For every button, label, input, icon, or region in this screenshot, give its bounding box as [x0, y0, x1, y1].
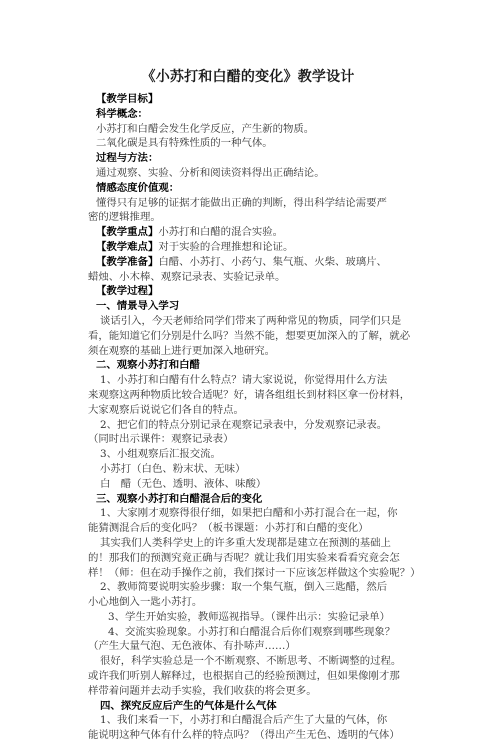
- text-line: 大家观察后说说它们各自的特点。: [88, 403, 244, 416]
- text-line: 1、我们来看一下，小苏打和白醋混合后产生了大量的气体，你: [100, 714, 388, 727]
- text-line: 3、学生开始实验，教师巡视指导。（课件出示：实验记录单）: [108, 610, 390, 623]
- text-line: 看，能知道它们分别是什么吗？当然不能，想要更加深入的了解，就必: [88, 329, 411, 342]
- text-line: 情感态度价值观：: [96, 181, 180, 194]
- text-line: 很好，科学实验总是一个不断观察、不断思考、不断调整的过程。: [100, 655, 402, 668]
- text-line: 三、观察小苏打和白醋混合后的变化: [96, 492, 263, 505]
- text-line: 小苏打（白色、粉末状、无味）: [100, 462, 246, 475]
- section-label: 【教学重点】: [96, 226, 159, 239]
- text-line: 样！（师：但在动手操作之前，我们探讨一下应该怎样做这个实验呢？）: [88, 566, 421, 579]
- text-line: 4、交流实验现象。小苏打和白醋混合后你们观察到哪些现象？: [108, 625, 396, 638]
- text-line: 科学概念：: [96, 107, 148, 120]
- text-line: 四、探究反应后产生的气体是什么气体: [100, 699, 277, 712]
- text-line: 的！那我们的预测究竟正确与否呢？就让我们用实验来看看究竟会怎: [88, 551, 400, 564]
- document-body: [88, 92, 422, 743]
- text-line: [88, 255, 422, 270]
- section-label: 【教学难点】: [96, 240, 159, 253]
- document-title: 《小苏打和白醋的变化》教学设计: [141, 69, 355, 85]
- text-line: （产生大量气泡、无色液体、有扑哧声……）: [88, 640, 296, 653]
- text-line: 其实我们人类科学史上的许多重大发现都是建立在预测的基础上: [100, 536, 391, 549]
- text-line: 或许我们听别人解释过，也根据自己的经验预测过，但如果像刚才那: [88, 670, 400, 683]
- text-line: 2、教师简要说明实验步骤：取一个集气瓶，倒入三匙醋，然后: [100, 581, 388, 594]
- text-line: 二、观察小苏打和白醋: [96, 359, 200, 372]
- text-line: 白 醋（无色、透明、液体、味酸）: [100, 477, 267, 490]
- text-line: 过程与方法：: [96, 152, 159, 165]
- text-line: 通过观察、实验、分析和阅读资料得出正确结论。: [96, 166, 325, 179]
- text-line: 【教学目标】: [96, 93, 159, 105]
- text-line: 二氧化碳是具有特殊性质的一种气体。: [96, 137, 273, 150]
- text-line: 样带着问题并去动手实验，我们收获的将会更多。: [88, 684, 317, 697]
- text-line: 蜡烛、小木棒、观察记录表、实验记录单。: [88, 270, 286, 283]
- section-text: 对于实验的合理推想和论证。: [158, 240, 294, 253]
- text-line: 懂得只有足够的证据才能做出正确的判断，得出科学结论需要严: [96, 196, 387, 209]
- text-line: [88, 240, 422, 255]
- section-label: 【教学准备】: [96, 255, 159, 268]
- text-line: 能说明这种气体有什么样的特点吗？（得出产生无色、透明的气体）: [88, 729, 400, 742]
- text-line: 1、大家刚才观察得很仔细，如果把白醋和小苏打混合在一起，你: [100, 507, 398, 520]
- text-line: （同时出示课件：观察记录表）: [88, 433, 234, 446]
- section-text: 小苏打和白醋的混合实验。: [158, 226, 284, 239]
- text-line: 能猜测混合后的变化吗？（板书课题：小苏打和白醋的变化）: [88, 522, 369, 535]
- section-text: 白醋、小苏打、小药勺、集气瓶、火柴、玻璃片、: [158, 255, 387, 268]
- text-line: 3、小组观察后汇报交流。: [100, 448, 221, 461]
- text-line: 小苏打和白醋会发生化学反应，产生新的物质。: [96, 122, 315, 135]
- text-line: 1、小苏打和白醋有什么特点？请大家说说，你觉得用什么方法: [100, 374, 388, 387]
- text-line: 小心地倒入一匙小苏打。: [88, 596, 203, 609]
- text-line: 须在观察的基础上进行更加深入地研究。: [88, 344, 276, 357]
- text-line: 来观察这两种物质比较合适呢？好，请各组组长到材料区拿一份材料，: [88, 388, 411, 401]
- text-line: 密的逻辑推理。: [88, 211, 161, 224]
- text-line: [88, 225, 422, 240]
- text-line: 谈话引入，今天老师给同学们带来了两种常见的物质，同学们只是: [100, 314, 402, 327]
- text-line: 【教学过程】: [96, 285, 159, 298]
- text-line: 2、把它们的特点分别记录在观察记录表中，分发观察记录表。: [100, 418, 388, 431]
- text-line: 一、情景导入学习: [96, 300, 180, 313]
